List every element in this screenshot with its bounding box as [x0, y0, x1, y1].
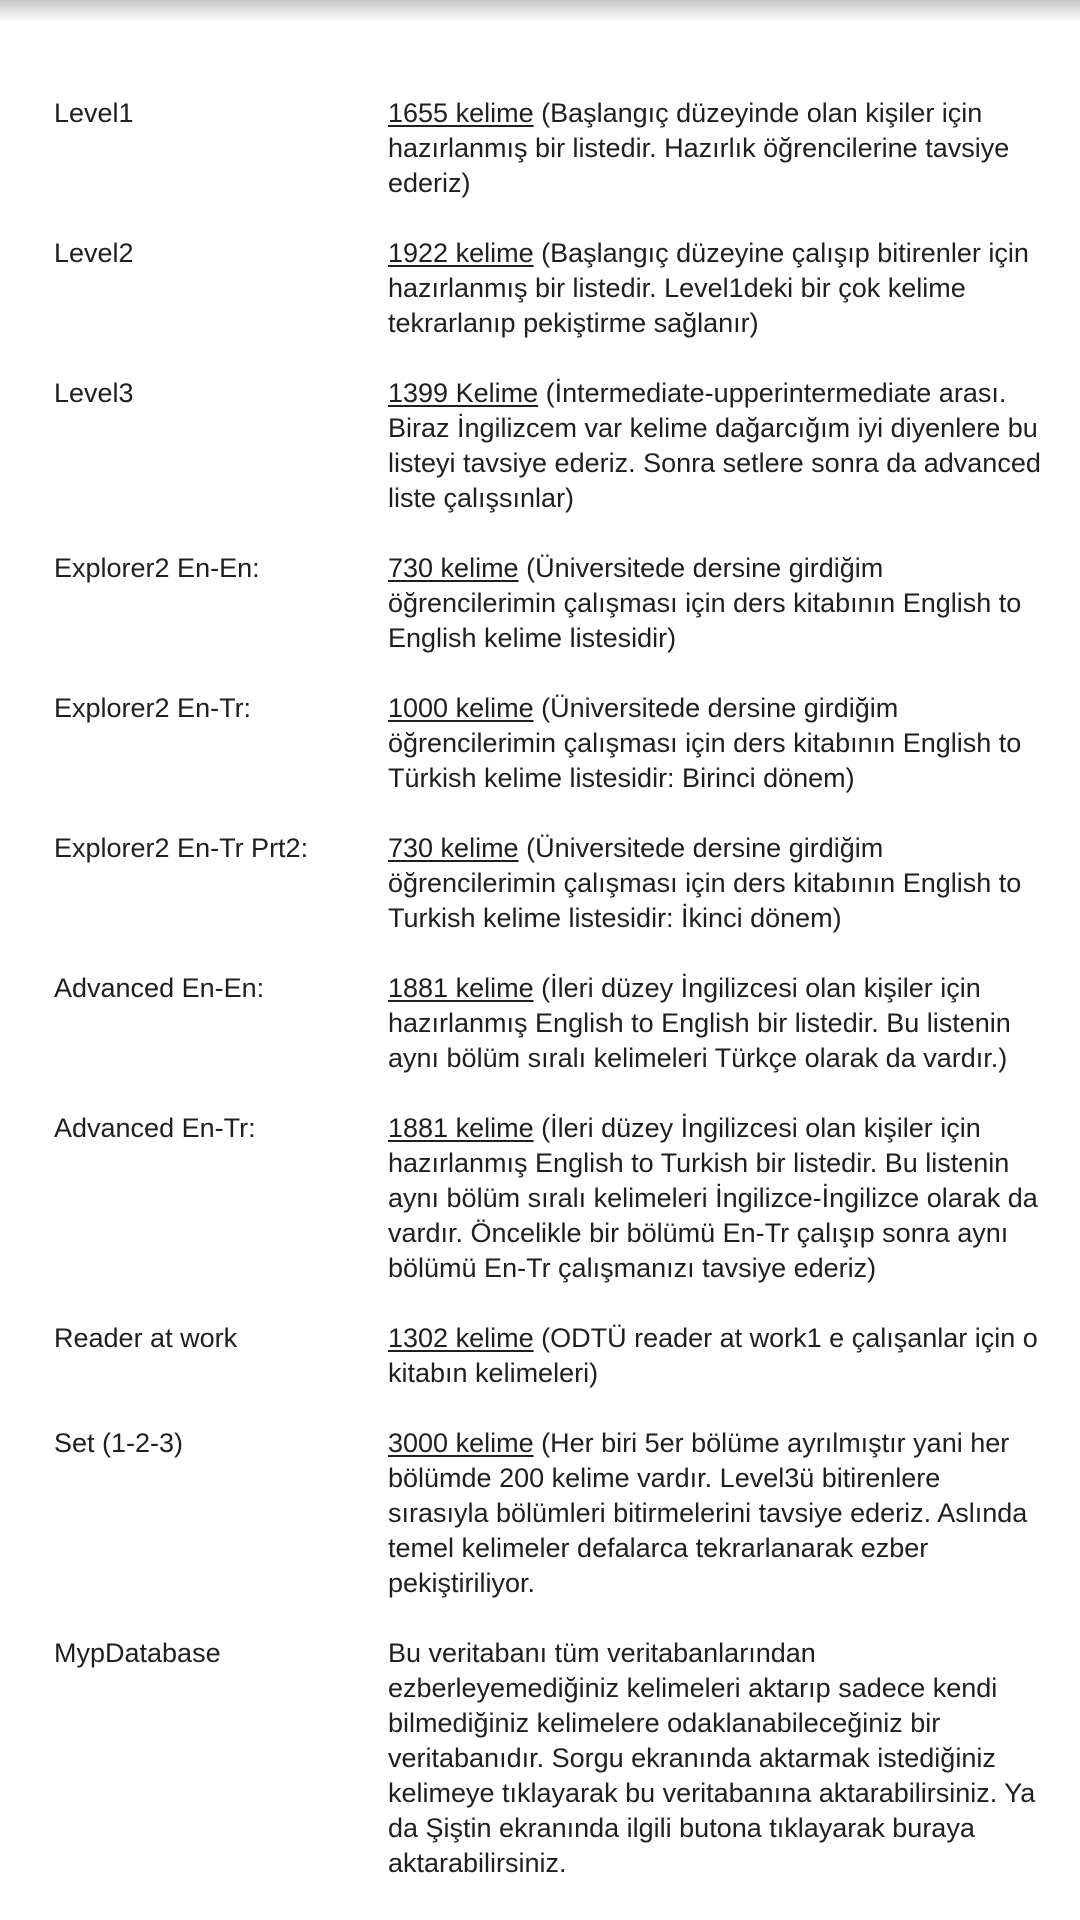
- word-count: 1655 kelime: [388, 98, 534, 128]
- list-description: [388, 551, 1048, 656]
- list-description: [388, 1321, 1048, 1391]
- word-list-info: [0, 96, 1080, 1916]
- list-name: Set (1-2-3): [54, 1428, 184, 1458]
- list-name: Advanced En-Tr:: [54, 1113, 256, 1143]
- list-item-explorer2-en-tr: [0, 691, 1080, 796]
- list-description: [388, 691, 1048, 796]
- list-description: [388, 1426, 1048, 1601]
- list-item-explorer2-en-tr-prt2: [0, 831, 1080, 936]
- list-name: Explorer2 En-Tr:: [54, 693, 252, 723]
- list-name: Explorer2 En-Tr Prt2:: [54, 833, 309, 863]
- description-text: (Başlangıç düzeyinde olan kişiler için hazırlanmış bir listedir. Hazırlık öğrencilerine tavsiye ederiz): [388, 98, 1010, 198]
- word-count: 3000 kelime: [388, 1428, 534, 1458]
- word-count: 1399 Kelime: [388, 378, 539, 408]
- description-text: (Üniversitede dersine girdiğim öğrencilerimin çalışması için ders kitabının English to Türkish kelime listesidir: Birinci dönem): [388, 693, 1022, 793]
- word-count: 1302 kelime: [388, 1323, 534, 1353]
- list-description: [388, 831, 1048, 936]
- list-name: Level3: [54, 378, 134, 408]
- list-name: Level1: [54, 98, 134, 128]
- status-bar-shadow: [0, 0, 1080, 22]
- description-text: (İleri düzey İngilizcesi olan kişiler için hazırlanmış English to English bir listedir. Bu listenin aynı bölüm sıralı kelimeleri Türkçe olarak da vardır.): [388, 973, 1011, 1073]
- description-text: (İntermediate-upperintermediate arası. Biraz İngilizcem var kelime dağarcığım iyi diyenlere bu listeyi tavsiye ederiz. Sonra setlere sonra da advanced liste çalışsınlar): [388, 378, 1041, 513]
- description-text: (Başlangıç düzeyine çalışıp bitirenler için hazırlanmış bir listedir. Level1deki bir çok kelime tekrarlanıp pekiştirme sağlanır): [388, 238, 1029, 338]
- description-text: (ODTÜ reader at work1 e çalışanlar için o kitabın kelimeleri): [388, 1323, 1038, 1388]
- word-count: 1881 kelime: [388, 1113, 534, 1143]
- list-description: [388, 96, 1048, 201]
- description-text: (Üniversitede dersine girdiğim öğrencilerimin çalışması için ders kitabının English to English kelime listesidir): [388, 553, 1022, 653]
- list-name: Advanced En-En:: [54, 973, 265, 1003]
- list-item-explorer2-en-en: [0, 551, 1080, 656]
- list-name: Explorer2 En-En:: [54, 553, 260, 583]
- description-text: (İleri düzey İngilizcesi olan kişiler için hazırlanmış English to Turkish bir listedir. Bu listenin aynı bölüm sıralı kelimeleri İngilizce-İngilizce olarak da vardır. Öncelikle bir bölümü En-Tr çalışıp sonra aynı bölümü En-Tr çalışmanızı tavsiye ederiz): [388, 1113, 1038, 1283]
- description-text: Bu veritabanı tüm veritabanlarından ezberleyemediğiniz kelimeleri aktarıp sadece kendi bilmediğiniz kelimelere odaklanabileceğiniz bir veritabanıdır. Sorgu ekranında aktarmak istediğiniz kelimeye tıklayarak bu veritabanına aktarabilirsiniz. Ya da Şiştin ekranında ilgili butona tıklayarak buraya aktarabilirsiniz.: [388, 1638, 1036, 1878]
- word-count: 730 kelime: [388, 833, 519, 863]
- list-name: MypDatabase: [54, 1638, 221, 1668]
- list-description: [388, 236, 1048, 341]
- list-item-myp-database: [0, 1636, 1080, 1881]
- description-text: (Her biri 5er bölüme ayrılmıştır yani her bölümde 200 kelime vardır. Level3ü bitirenlere sırasıyla bölümleri bitirmelerini tavsiye ederiz. Aslında temel kelimeler defalarca tekrarlanarak ezber pekiştiriliyor.: [388, 1428, 1028, 1598]
- list-description: [388, 1111, 1048, 1286]
- word-count: 1881 kelime: [388, 973, 534, 1003]
- list-item-set-1-2-3: [0, 1426, 1080, 1601]
- description-text: (Üniversitede dersine girdiğim öğrencilerimin çalışması için ders kitabının English to Turkish kelime listesidir: İkinci dönem): [388, 833, 1022, 933]
- list-description: [388, 1636, 1048, 1881]
- list-name: Level2: [54, 238, 134, 268]
- word-count: 1922 kelime: [388, 238, 534, 268]
- word-count: 730 kelime: [388, 553, 519, 583]
- word-count: 1000 kelime: [388, 693, 534, 723]
- list-name: Reader at work: [54, 1323, 238, 1353]
- list-description: [388, 376, 1048, 516]
- list-description: [388, 971, 1048, 1076]
- list-item-level2: [0, 236, 1080, 341]
- list-item-level1: [0, 96, 1080, 201]
- list-item-advanced-en-en: [0, 971, 1080, 1076]
- list-item-advanced-en-tr: [0, 1111, 1080, 1286]
- list-item-reader-at-work: [0, 1321, 1080, 1391]
- list-item-level3: [0, 376, 1080, 516]
